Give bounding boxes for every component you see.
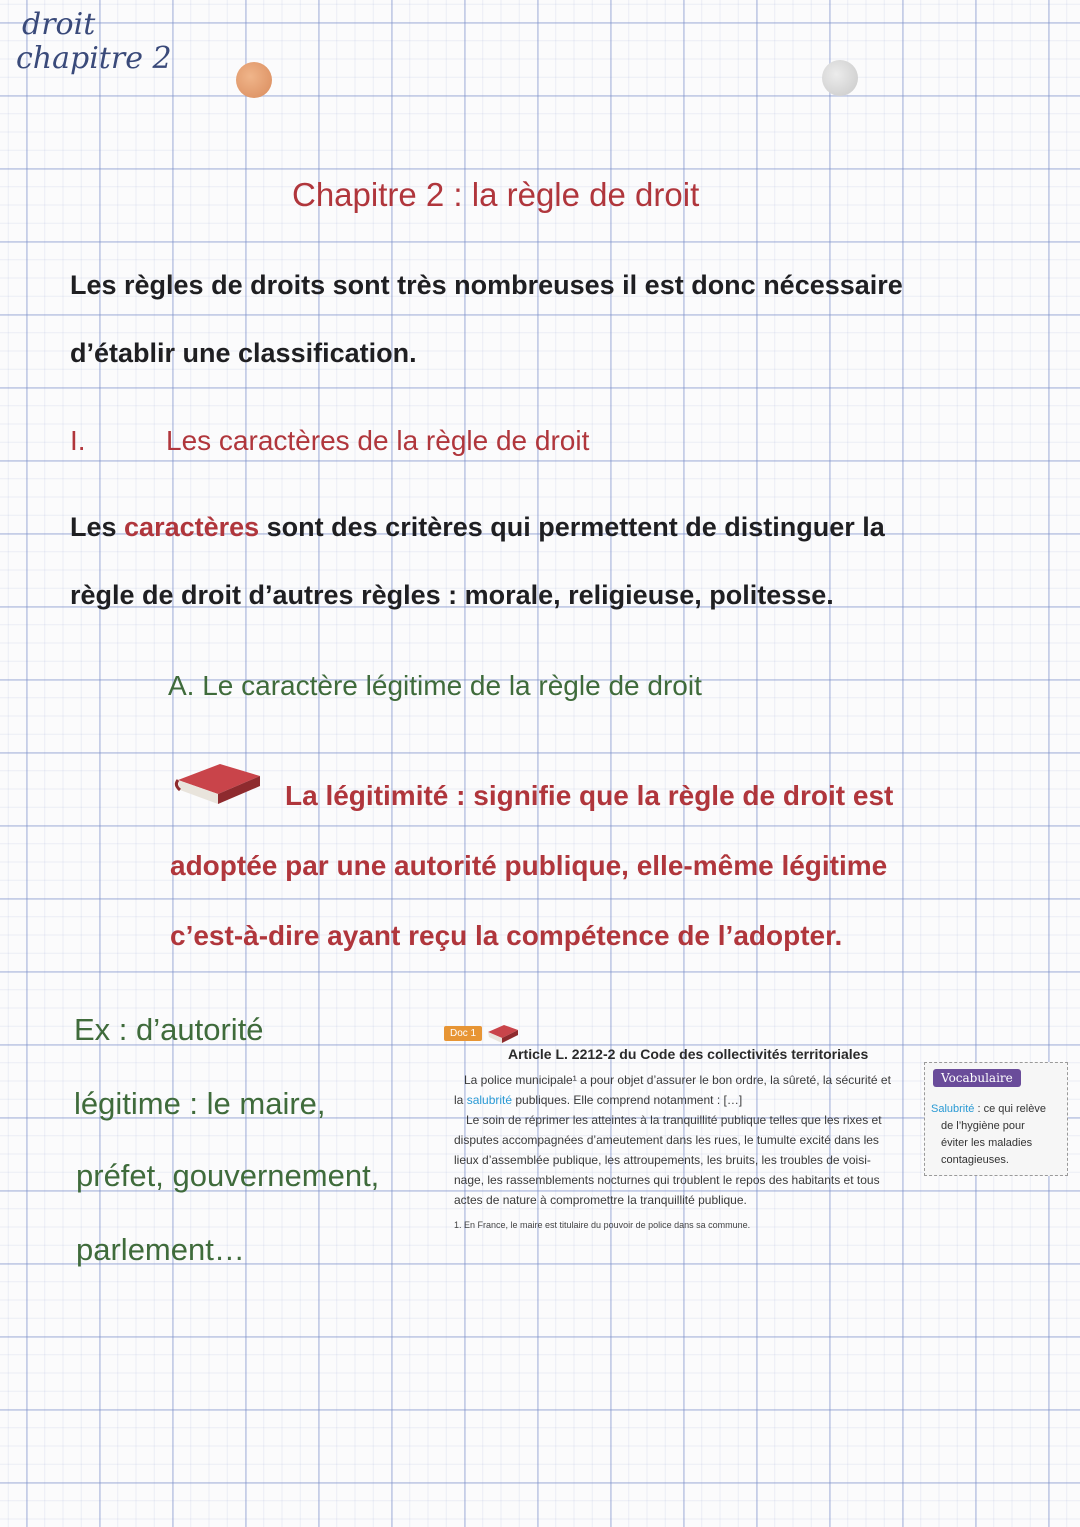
article-p1-b-pre: la: [454, 1093, 467, 1107]
definition-line-2: adoptée par une autorité publique, elle-même légitime: [170, 850, 888, 881]
article-p1-a: La police municipale¹ a pour objet d’assurer le bon ordre, la sûreté, la sécurité et: [464, 1073, 891, 1087]
example-line-3: préfet, gouvernement,: [76, 1158, 380, 1193]
section-heading: Les caractères de la règle de droit: [166, 425, 590, 456]
article-title: Article L. 2212-2 du Code des collectivités territoriales: [508, 1046, 869, 1062]
definition-line-3: c’est-à-dire ayant reçu la compétence de l’adopter.: [170, 920, 843, 951]
book-icon: [172, 758, 264, 808]
paragraph-line-1-pre: Les: [70, 512, 125, 542]
binder-hole-left: [236, 62, 272, 98]
handwritten-note-chapitre: chapitre 2: [16, 41, 172, 76]
paragraph-line-2: règle de droit d’autres règles : morale, religieuse, politesse.: [70, 580, 834, 610]
article-p1-b-post: publiques. Elle comprend notamment : […]: [512, 1093, 743, 1107]
article-p2-line-2: disputes accompagnées d’ameutement dans les rues, le tumulte excité dans les: [454, 1133, 879, 1147]
example-line-1: Ex : d’autorité: [74, 1012, 264, 1047]
doc-tag: Doc 1: [444, 1026, 482, 1041]
example-line-2: légitime : le maire,: [74, 1086, 326, 1121]
article-p2-line-4: nage, les rassemblements nocturnes qui troublent le repos des habitants et tous: [454, 1173, 880, 1187]
handwritten-note-droit: droit: [22, 7, 96, 42]
vocabulary-term: Salubrité: [931, 1103, 975, 1115]
example-line-4: parlement…: [76, 1232, 245, 1267]
paragraph-line-1-post: sont des critères qui permettent de distinguer la: [259, 512, 885, 542]
vocabulary-line-2: de l’hygiène pour: [941, 1120, 1025, 1132]
vocabulary-title: Vocabulaire: [933, 1069, 1021, 1087]
article-p1-b: [454, 1090, 742, 1110]
vocabulary-line-3: éviter les maladies: [941, 1137, 1033, 1149]
vocabulary-line-1-text: : ce qui relève: [974, 1103, 1046, 1115]
intro-line-2: d’établir une classification.: [70, 338, 417, 368]
small-book-icon: [486, 1022, 520, 1046]
paragraph-line-1: [70, 512, 885, 543]
vocabulary-line-1: [931, 1101, 1046, 1118]
vocabulary-box: [924, 1062, 1068, 1176]
article-footnote: 1. En France, le maire est titulaire du pouvoir de police dans sa commune.: [454, 1220, 751, 1230]
keyword-salubrite: salubrité: [466, 1093, 513, 1107]
article-p2-line-5: actes de nature à compromettre la tranquillité publique.: [454, 1193, 747, 1207]
section-number: I.: [70, 425, 86, 456]
document-card: [440, 1022, 920, 1242]
keyword-caracteres: caractères: [124, 512, 260, 542]
article-p2-line-1: Le soin de réprimer les atteintes à la tranquillité publique telles que les rixes et: [466, 1113, 882, 1127]
article-p2-line-3: lieux d’assemblée publique, les attroupements, les bruits, les troubles de voisi-: [454, 1153, 871, 1167]
binder-hole-right: [822, 60, 858, 96]
definition-line-1: La légitimité : signifie que la règle de droit est: [285, 780, 894, 811]
vocabulary-line-4: contagieuses.: [941, 1154, 1009, 1166]
subsection-a-heading: A. Le caractère légitime de la règle de droit: [168, 670, 702, 701]
page-title: Chapitre 2 : la règle de droit: [292, 176, 700, 213]
intro-line-1: Les règles de droits sont très nombreuses il est donc nécessaire: [70, 270, 903, 300]
